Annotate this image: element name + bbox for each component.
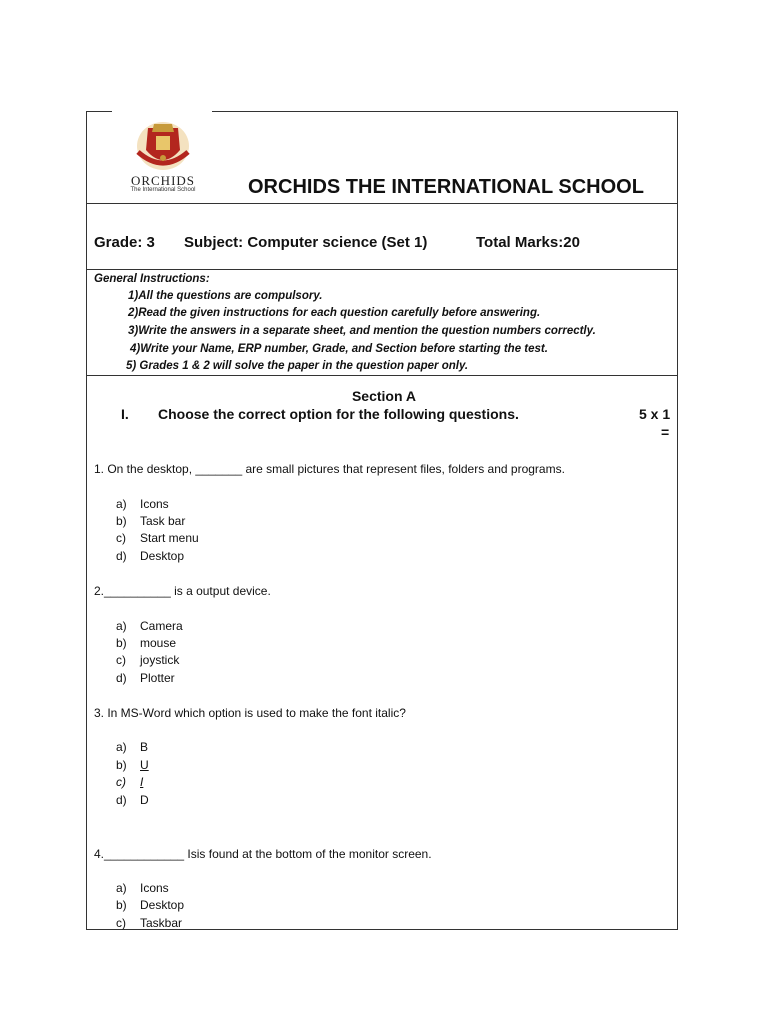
option-text: U xyxy=(140,758,149,772)
option-text: Start menu xyxy=(140,531,199,545)
option-label: d) xyxy=(116,549,127,563)
option-text: Icons xyxy=(140,497,169,511)
option-text: Desktop xyxy=(140,549,185,563)
option-text: Taskbar xyxy=(140,916,183,930)
option-label: a) xyxy=(116,619,127,633)
option-label: b) xyxy=(116,898,127,912)
option-label: c) xyxy=(116,653,126,667)
section-title: Section A xyxy=(351,388,417,404)
section-marks: 5 x 1 xyxy=(639,406,671,422)
option-text: Desktop xyxy=(140,898,185,912)
top-border-left xyxy=(86,111,112,112)
logo-wordmark: ORCHIDS xyxy=(130,173,196,188)
top-border-right xyxy=(212,111,678,112)
section-number: I. xyxy=(121,406,129,422)
divider-instructions xyxy=(86,375,678,376)
option-label: b) xyxy=(116,758,127,772)
subject-label: Subject: Computer science (Set 1) xyxy=(184,234,428,251)
total-marks-label: Total Marks:20 xyxy=(476,234,580,251)
option-label: a) xyxy=(116,497,127,511)
question-4: 4.____________ Isis found at the bottom of the monitor screen. xyxy=(94,847,432,861)
instruction-item: 5) Grades 1 & 2 will solve the paper in the question paper only. xyxy=(126,360,469,372)
option-label: c) xyxy=(116,916,126,930)
section-heading: Choose the correct option for the following questions. xyxy=(158,406,519,422)
instruction-item: 4)Write your Name, ERP number, Grade, and Section before starting the test. xyxy=(130,343,548,355)
school-name: ORCHIDS THE INTERNATIONAL SCHOOL xyxy=(248,176,644,198)
option-label: d) xyxy=(116,671,127,685)
option-label: a) xyxy=(116,881,127,895)
option-text: mouse xyxy=(140,636,177,650)
option-label: d) xyxy=(116,793,127,807)
option-text: Icons xyxy=(140,881,169,895)
option-label: a) xyxy=(116,740,127,754)
question-3: 3. In MS-Word which option is used to make the font italic? xyxy=(94,706,406,720)
instruction-item: 2)Read the given instructions for each question carefully before answering. xyxy=(128,307,541,319)
instructions-title: General Instructions: xyxy=(94,273,210,285)
instruction-item: 1)All the questions are compulsory. xyxy=(128,290,323,302)
logo-tagline: The International School xyxy=(130,187,196,193)
option-label: b) xyxy=(116,514,127,528)
option-text: joystick xyxy=(140,653,180,667)
option-text: D xyxy=(140,793,149,807)
divider-header xyxy=(86,203,678,204)
option-label: b) xyxy=(116,636,127,650)
section-marks-equals: = xyxy=(661,424,670,440)
instruction-item: 3)Write the answers in a separate sheet, and mention the question numbers correctly. xyxy=(128,325,596,337)
option-text: Plotter xyxy=(140,671,175,685)
option-text: Camera xyxy=(140,619,183,633)
divider-info xyxy=(86,269,678,270)
option-text: I xyxy=(140,775,144,789)
option-text: Task bar xyxy=(140,514,186,528)
option-label: c) xyxy=(116,531,126,545)
grade-label: Grade: 3 xyxy=(94,234,155,251)
option-label: c) xyxy=(116,775,126,789)
option-text: B xyxy=(140,740,149,754)
question-1: 1. On the desktop, _______ are small pictures that represent files, folders and programs. xyxy=(94,462,565,476)
question-2: 2.__________ is a output device. xyxy=(94,584,271,598)
